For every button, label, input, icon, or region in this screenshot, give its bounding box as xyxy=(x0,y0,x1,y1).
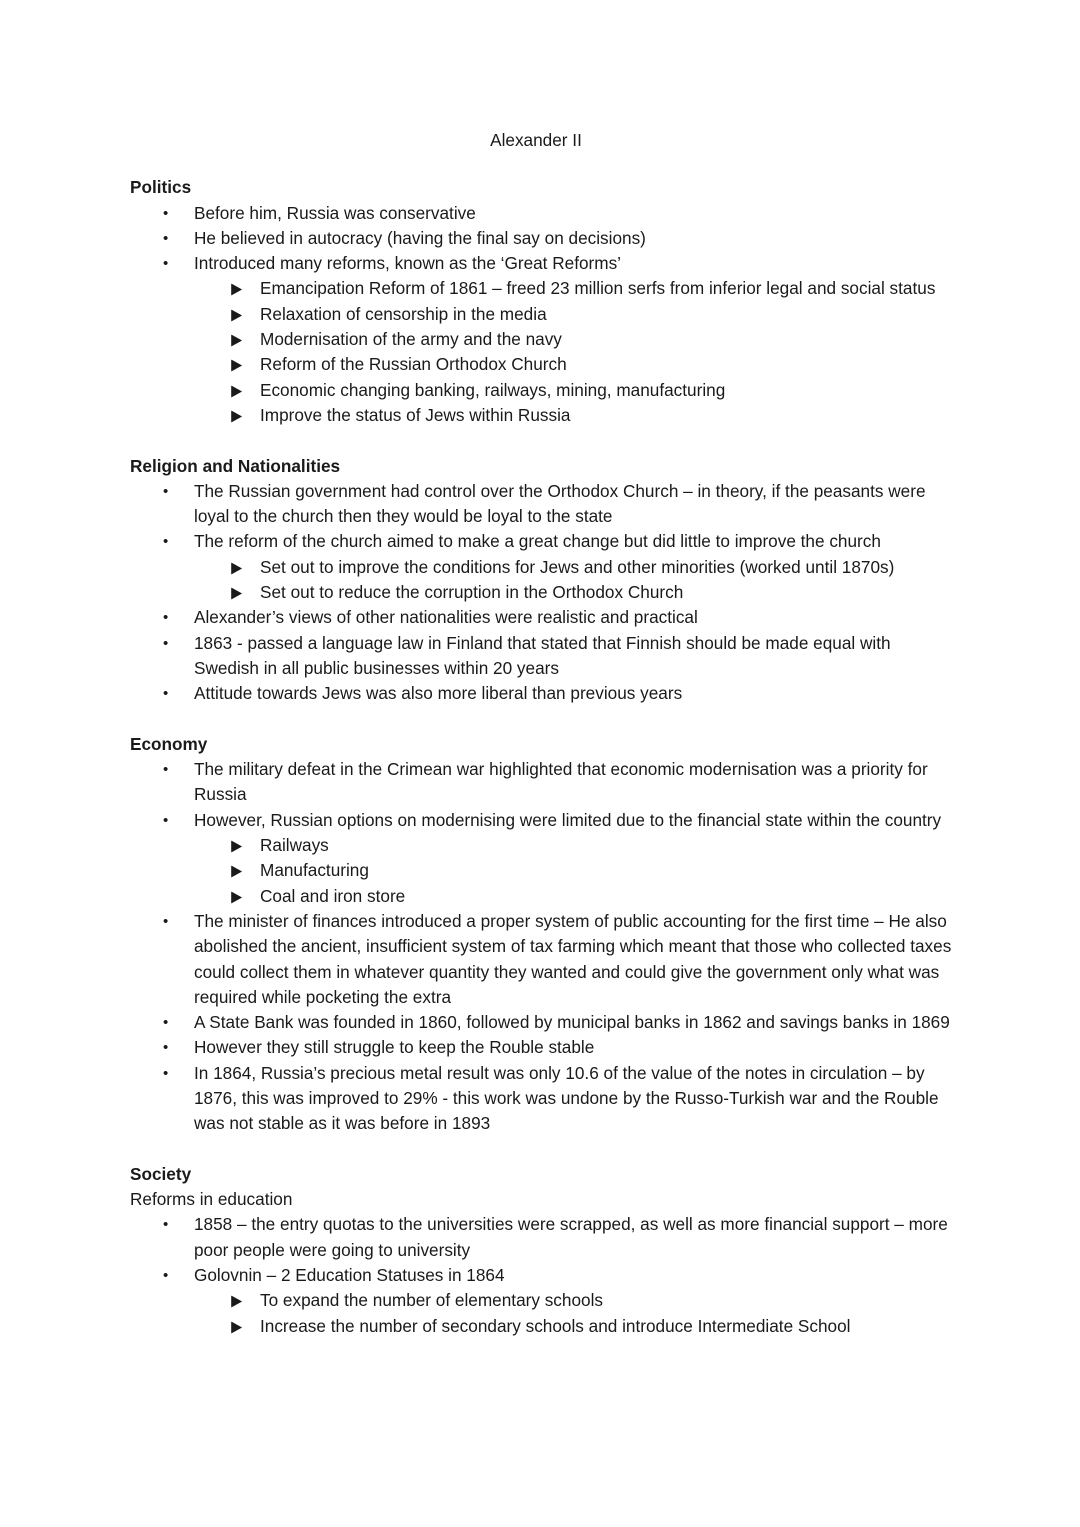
list-item-text: Set out to reduce the corruption in the Orthodox Church xyxy=(260,582,684,603)
list-item-text: The military defeat in the Crimean war highlighted that economic modernisation was a priority for Russia xyxy=(194,759,928,805)
list-item xyxy=(194,378,952,403)
section-heading: Economy xyxy=(130,733,208,754)
document-section xyxy=(130,454,952,707)
list-item xyxy=(194,276,952,301)
bullet-dot-icon: • xyxy=(163,811,169,829)
list-item xyxy=(130,1263,952,1339)
list-item xyxy=(130,226,952,251)
arrow-bullet-icon xyxy=(230,302,252,322)
bullet-dot-icon: • xyxy=(163,685,169,703)
list-item-text: Before him, Russia was conservative xyxy=(194,202,476,223)
list-item xyxy=(130,529,952,605)
list-item xyxy=(130,605,952,630)
list-item-text: He believed in autocracy (having the final say on decisions) xyxy=(194,227,646,248)
bullet-dot-icon: • xyxy=(163,912,169,930)
section-heading: Religion and Nationalities xyxy=(130,455,341,476)
arrow-bullet-icon xyxy=(230,1314,252,1334)
list-item-text: Set out to improve the conditions for Jews and other minorities (worked until 1870s) xyxy=(260,556,895,577)
list-item-text: Railways xyxy=(260,835,329,856)
arrow-bullet-icon xyxy=(230,580,252,600)
bullet-dot-icon: • xyxy=(163,609,169,627)
list-item-text: Introduced many reforms, known as the ‘Great Reforms’ xyxy=(194,253,621,274)
list-item xyxy=(130,1061,952,1137)
list-item xyxy=(130,909,952,1010)
bullet-dot-icon: • xyxy=(163,533,169,551)
bullet-list-level2 xyxy=(194,833,952,909)
arrow-bullet-icon xyxy=(230,352,252,372)
bullet-list-level2 xyxy=(194,1288,952,1339)
section-heading: Politics xyxy=(130,177,192,198)
bullet-dot-icon: • xyxy=(163,1267,169,1285)
bullet-dot-icon: • xyxy=(163,1039,169,1057)
list-item-text: In 1864, Russia’s precious metal result was only 10.6 of the value of the notes in circulation – by 1876, this was improved to 29% - this work was undone by the Russo-Turkish war and the Rouble was not stable as it was before in 1893 xyxy=(194,1062,939,1134)
bullet-dot-icon: • xyxy=(163,761,169,779)
list-item xyxy=(130,1010,952,1035)
list-item-text: A State Bank was founded in 1860, followed by municipal banks in 1862 and savings banks in 1869 xyxy=(194,1012,950,1033)
bullet-list-level1 xyxy=(130,1212,952,1338)
list-item xyxy=(130,1212,952,1263)
list-item xyxy=(130,479,952,530)
bullet-dot-icon: • xyxy=(163,229,169,247)
list-item-text: The minister of finances introduced a proper system of public accounting for the first time – He also abolished the ancient, insufficient system of tax farming which meant that those who collected taxes could collect them in whatever quantity they wanted and could give the government only what was required while pocketing the extra xyxy=(194,910,952,1007)
list-item xyxy=(130,631,952,682)
list-item xyxy=(194,302,952,327)
bullet-list-level1 xyxy=(130,757,952,1136)
list-item-text: The Russian government had control over the Orthodox Church – in theory, if the peasants were loyal to the church then they would be loyal to the state xyxy=(194,480,926,527)
bullet-dot-icon: • xyxy=(163,1216,169,1234)
list-item xyxy=(194,555,952,580)
arrow-bullet-icon xyxy=(230,276,252,296)
arrow-bullet-icon xyxy=(230,327,252,347)
list-item xyxy=(130,681,952,706)
arrow-bullet-icon xyxy=(230,833,252,853)
bullet-list-level2 xyxy=(194,276,952,428)
bullet-list-level1 xyxy=(130,479,952,707)
bullet-dot-icon: • xyxy=(163,634,169,652)
list-item xyxy=(194,884,952,909)
arrow-bullet-icon xyxy=(230,1288,252,1308)
list-item xyxy=(194,352,952,377)
list-item-text: The reform of the church aimed to make a great change but did little to improve the church xyxy=(194,531,881,552)
list-item-text: However, Russian options on modernising were limited due to the financial state within the country xyxy=(194,809,942,830)
list-item xyxy=(130,251,952,428)
section-subheading: Reforms in education xyxy=(130,1189,293,1210)
list-item xyxy=(194,858,952,883)
list-item-text: Reform of the Russian Orthodox Church xyxy=(260,354,567,375)
document-body xyxy=(130,128,952,1339)
list-item xyxy=(194,1314,952,1339)
list-item xyxy=(130,1035,952,1060)
document-section xyxy=(130,175,952,428)
bullet-dot-icon: • xyxy=(163,1064,169,1082)
list-item xyxy=(130,808,952,909)
list-item-text: Alexander’s views of other nationalities were realistic and practical xyxy=(194,607,698,628)
list-item-text: 1863 - passed a language law in Finland that stated that Finnish should be made equal with Swedish in all public businesses within 20 years xyxy=(194,632,891,678)
list-item xyxy=(130,757,952,808)
list-item-text: Increase the number of secondary schools and introduce Intermediate School xyxy=(260,1315,851,1336)
list-item xyxy=(130,201,952,226)
arrow-bullet-icon xyxy=(230,378,252,398)
bullet-dot-icon: • xyxy=(163,204,169,222)
bullet-list-level2 xyxy=(194,555,952,606)
list-item xyxy=(194,1288,952,1313)
bullet-dot-icon: • xyxy=(163,482,169,500)
list-item-text: Attitude towards Jews was also more liberal than previous years xyxy=(194,683,683,704)
list-item-text: Manufacturing xyxy=(260,860,369,881)
bullet-dot-icon: • xyxy=(163,255,169,273)
page-title: Alexander II xyxy=(490,130,582,150)
arrow-bullet-icon xyxy=(230,884,252,904)
list-item-text: Relaxation of censorship in the media xyxy=(260,303,547,324)
list-item-text: Golovnin – 2 Education Statuses in 1864 xyxy=(194,1265,505,1286)
list-item xyxy=(194,580,952,605)
list-item-text: 1858 – the entry quotas to the universities were scrapped, as well as more financial support – more poor people were going to university xyxy=(194,1214,948,1260)
bullet-list-level1 xyxy=(130,201,952,429)
list-item xyxy=(194,833,952,858)
arrow-bullet-icon xyxy=(230,403,252,423)
section-heading: Society xyxy=(130,1163,192,1184)
list-item-text: Coal and iron store xyxy=(260,885,406,906)
list-item xyxy=(194,327,952,352)
bullet-dot-icon: • xyxy=(163,1014,169,1032)
sections-container xyxy=(130,175,952,1339)
list-item-text: However they still struggle to keep the Rouble stable xyxy=(194,1037,595,1058)
list-item-text: Improve the status of Jews within Russia xyxy=(260,404,571,425)
arrow-bullet-icon xyxy=(230,858,252,878)
document-section xyxy=(130,1162,952,1339)
list-item xyxy=(194,403,952,428)
list-item-text: Emancipation Reform of 1861 – freed 23 million serfs from inferior legal and social status xyxy=(260,278,936,299)
list-item-text: Modernisation of the army and the navy xyxy=(260,329,562,350)
document-section xyxy=(130,732,952,1137)
arrow-bullet-icon xyxy=(230,555,252,575)
list-item-text: Economic changing banking, railways, mining, manufacturing xyxy=(260,379,726,400)
list-item-text: To expand the number of elementary schools xyxy=(260,1290,603,1311)
